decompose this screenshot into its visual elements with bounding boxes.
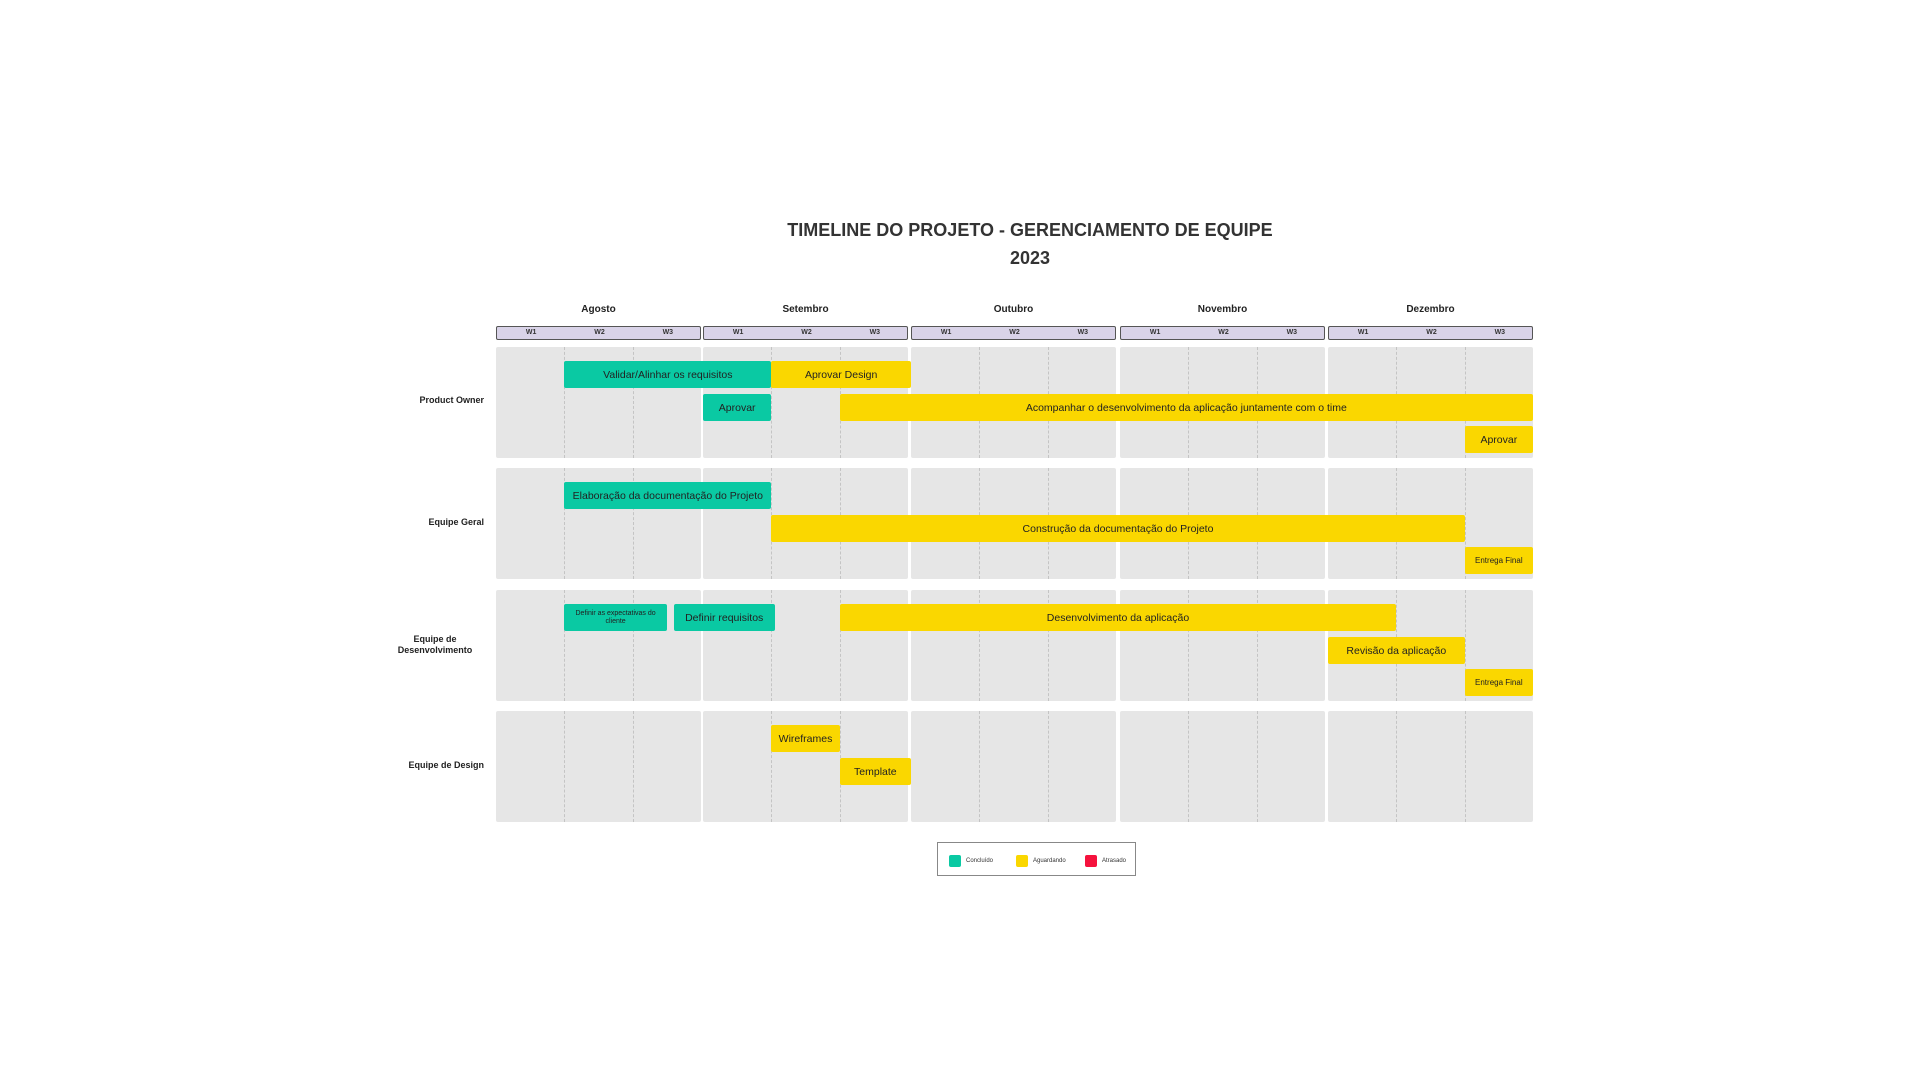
task-bar-done[interactable]: Elaboração da documentação do Projeto <box>564 482 771 509</box>
task-bar-waiting[interactable]: Acompanhar o desenvolvimento da aplicação juntamente com o time <box>840 394 1533 421</box>
row-label: Product Owner <box>419 395 484 405</box>
week-label: W3 <box>1077 329 1089 336</box>
legend-label: Atrasado <box>1102 858 1127 864</box>
week-divider <box>1048 711 1049 822</box>
timeline-cell <box>911 711 1116 822</box>
timeline-cell <box>1120 711 1325 822</box>
week-divider <box>633 711 634 822</box>
week-label: W2 <box>1009 329 1020 336</box>
week-strip <box>1328 326 1533 340</box>
week-divider <box>979 711 980 822</box>
page-subtitle: 2023 <box>1009 248 1051 268</box>
week-strip <box>911 326 1116 340</box>
week-label: W1 <box>1149 329 1161 336</box>
task-bar-waiting[interactable]: Construção da documentação do Projeto <box>771 515 1464 542</box>
timeline-cell <box>1328 711 1533 822</box>
week-strip <box>496 326 701 340</box>
week-divider <box>1396 711 1397 822</box>
task-bar-waiting[interactable]: Desenvolvimento da aplicação <box>840 604 1397 631</box>
week-label: W1 <box>1357 329 1369 336</box>
task-bar-done[interactable]: Definir as expectativas do cliente <box>564 604 667 631</box>
month-label: Agosto <box>581 304 616 315</box>
week-label: W3 <box>1286 329 1298 336</box>
task-bar-waiting[interactable]: Aprovar Design <box>771 361 911 388</box>
week-label: W1 <box>525 329 537 336</box>
week-label: W3 <box>662 329 674 336</box>
week-divider <box>1257 711 1258 822</box>
task-bar-done[interactable]: Definir requisitos <box>674 604 775 631</box>
legend <box>937 842 1136 876</box>
week-label: W3 <box>1494 329 1506 336</box>
task-bar-waiting[interactable]: Entrega Final <box>1465 547 1533 574</box>
legend-item-done <box>949 855 993 867</box>
task-bar-done[interactable]: Validar/Alinhar os requisitos <box>564 361 771 388</box>
week-label: W3 <box>869 329 881 336</box>
week-label: W2 <box>1218 329 1229 336</box>
legend-label: Aguardando <box>1033 858 1066 864</box>
week-label: W2 <box>801 329 812 336</box>
week-divider <box>564 711 565 822</box>
month-label: Novembro <box>1197 304 1248 315</box>
week-label: W2 <box>594 329 605 336</box>
task-bar-waiting[interactable]: Entrega Final <box>1465 669 1533 696</box>
task-bar-waiting[interactable]: Template <box>840 758 911 785</box>
month-label: Dezembro <box>1406 304 1455 315</box>
legend-swatch-late <box>1085 855 1097 867</box>
task-bar-waiting[interactable]: Wireframes <box>771 725 839 752</box>
page-title: TIMELINE DO PROJETO - GERENCIAMENTO DE EQUIPE <box>787 220 1273 240</box>
row-label: Equipe Geral <box>428 517 484 527</box>
week-strip <box>1120 326 1325 340</box>
legend-swatch-waiting <box>1016 855 1028 867</box>
legend-item-waiting <box>1016 855 1066 867</box>
week-label: W2 <box>1426 329 1437 336</box>
week-label: W1 <box>732 329 744 336</box>
timeline-cell <box>496 711 701 822</box>
month-label: Outubro <box>993 304 1034 315</box>
row-label: Equipe de Design <box>408 760 484 770</box>
week-divider <box>1188 711 1189 822</box>
legend-item-late <box>1085 855 1126 867</box>
week-divider <box>1465 711 1466 822</box>
week-label: W1 <box>940 329 952 336</box>
legend-swatch-done <box>949 855 961 867</box>
task-bar-waiting[interactable]: Revisão da aplicação <box>1328 637 1465 664</box>
week-strip <box>703 326 908 340</box>
task-bar-done[interactable]: Aprovar <box>703 394 771 421</box>
legend-label: Concluído <box>966 858 994 864</box>
row-label: Equipe de Desenvolvimento <box>397 634 473 655</box>
month-label: Setembro <box>782 304 829 315</box>
task-bar-waiting[interactable]: Aprovar <box>1465 426 1533 453</box>
